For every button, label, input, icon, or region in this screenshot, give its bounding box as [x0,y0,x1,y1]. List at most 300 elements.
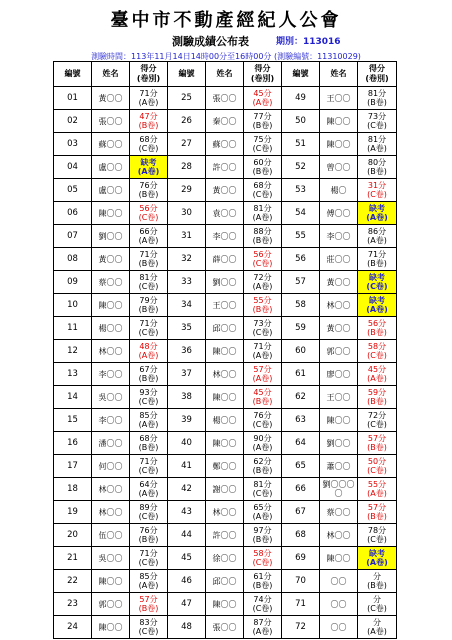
candidate-number: 55 [282,225,320,248]
candidate-name: 蕭〇〇 [320,455,358,478]
score-cell [358,87,397,110]
score-value: 45分 [253,388,272,397]
paper-type: (C卷) [138,213,159,222]
score-cell [358,179,397,202]
candidate-name: 陳〇〇 [206,432,244,455]
score-value: 分 [373,572,381,581]
candidate-name: 王〇〇 [206,294,244,317]
score-cell [358,386,397,409]
score-cell [244,294,282,317]
score-value: 67分 [139,365,158,374]
score-value: 81分 [253,480,272,489]
candidate-number: 17 [54,455,92,478]
candidate-name: 盧〇〇 [92,179,130,202]
candidate-number: 45 [168,547,206,570]
score-value: 75分 [253,135,272,144]
paper-type: (A卷) [138,420,159,429]
score-value: 58分 [367,342,387,351]
candidate-name: 張〇〇 [206,616,244,639]
candidate-name: 曾〇〇 [320,156,358,179]
table-row [54,547,397,570]
score-value: 72分 [367,411,387,420]
candidate-name: 郭〇〇 [320,340,358,363]
score-cell [358,478,397,501]
score-cell [130,340,168,363]
candidate-name: 陳〇〇 [92,202,130,225]
candidate-name: 林〇〇 [92,340,130,363]
candidate-number: 01 [54,87,92,110]
score-table [53,61,397,639]
score-cell [130,248,168,271]
score-cell [130,363,168,386]
candidate-name: 蘇〇〇 [206,133,244,156]
paper-type: (B卷) [138,374,159,383]
candidate-number: 16 [54,432,92,455]
score-cell [244,248,282,271]
paper-type: (B卷) [252,167,273,176]
score-cell [358,133,397,156]
column-header: 姓名 [206,62,244,87]
score-cell [130,524,168,547]
candidate-number: 50 [282,110,320,133]
exam-info: 測驗時間：113年11月14日14時00分至16時00分 (測驗編號：11310029) [91,52,361,61]
table-row [54,478,397,501]
score-cell [130,179,168,202]
paper-type: (A卷) [252,512,273,521]
candidate-number: 66 [282,478,320,501]
table-header-row [54,62,397,87]
score-value: 55分 [253,296,272,305]
score-cell [244,317,282,340]
candidate-number: 03 [54,133,92,156]
paper-type: (B卷) [252,397,273,406]
paper-type: (C卷) [252,489,273,498]
paper-type: (A卷) [137,167,160,176]
paper-type: (A卷) [367,236,387,245]
score-value: 57分 [253,365,272,374]
score-cell [130,501,168,524]
candidate-name: 黃〇〇 [92,248,130,271]
paper-type: (A卷) [252,351,273,360]
candidate-name: 劉〇〇 [92,225,130,248]
paper-type: (C卷) [252,144,273,153]
candidate-name: 郭〇〇 [92,593,130,616]
score-value: 61分 [253,572,272,581]
paper-type: (C卷) [252,328,273,337]
candidate-name: 李〇〇 [320,225,358,248]
score-value: 71分 [139,549,158,558]
candidate-name: 廖〇〇 [320,363,358,386]
score-cell [130,156,168,179]
table-row [54,133,397,156]
score-value: 68分 [139,434,158,443]
paper-type: (C卷) [367,466,387,475]
table-row [54,110,397,133]
score-value: 缺考 [369,273,385,282]
candidate-name: 林〇〇 [92,478,130,501]
score-cell [244,271,282,294]
candidate-name: 王〇〇 [320,386,358,409]
score-value: 68分 [253,181,272,190]
paper-type: (C卷) [138,397,159,406]
score-value: 68分 [139,135,158,144]
paper-type: (C卷) [138,627,159,636]
score-value: 56分 [367,319,387,328]
candidate-number: 63 [282,409,320,432]
score-value: 59分 [367,388,387,397]
score-cell [130,386,168,409]
paper-type: (B卷) [138,604,159,613]
paper-type: (B卷) [367,581,387,590]
table-row [54,432,397,455]
score-value: 55分 [367,480,387,489]
paper-type: (C卷) [367,190,387,199]
score-cell [130,593,168,616]
score-cell [244,110,282,133]
score-cell [244,501,282,524]
paper-type: (C卷) [367,351,387,360]
table-row [54,156,397,179]
score-cell [130,570,168,593]
table-row [54,340,397,363]
score-cell [358,501,397,524]
paper-type: (C卷) [138,466,159,475]
score-cell [130,271,168,294]
candidate-number: 25 [168,87,206,110]
paper-type: (C卷) [366,282,388,291]
score-value: 85分 [139,411,158,420]
score-value: 47分 [139,112,158,121]
score-value: 79分 [139,296,158,305]
candidate-number: 61 [282,363,320,386]
score-cell [358,593,397,616]
score-cell [244,524,282,547]
score-cell [358,570,397,593]
score-cell [130,87,168,110]
candidate-number: 18 [54,478,92,501]
candidate-number: 35 [168,317,206,340]
candidate-number: 64 [282,432,320,455]
candidate-number: 54 [282,202,320,225]
candidate-name: 林〇〇 [206,363,244,386]
paper-type: (A卷) [252,282,273,291]
score-cell [130,432,168,455]
candidate-number: 43 [168,501,206,524]
candidate-name: 陳〇〇 [320,409,358,432]
score-value: 80分 [367,158,387,167]
score-cell [244,386,282,409]
candidate-name: 陳〇〇 [206,386,244,409]
paper-type: (B卷) [367,167,387,176]
candidate-number: 23 [54,593,92,616]
paper-type: (B卷) [138,535,159,544]
candidate-name: 吳〇〇 [92,547,130,570]
candidate-name: 鄭〇〇 [206,455,244,478]
candidate-number: 40 [168,432,206,455]
score-value: 78分 [367,526,387,535]
candidate-name: 陳〇〇 [320,133,358,156]
column-header: 得分 (卷別) [358,62,397,87]
score-cell [358,271,397,294]
paper-type: (C卷) [252,420,273,429]
score-value: 缺考 [369,296,385,305]
candidate-number: 02 [54,110,92,133]
column-header: 得分 (卷別) [244,62,282,87]
candidate-name: 傅〇〇 [320,202,358,225]
paper-type: (C卷) [252,190,273,199]
candidate-number: 06 [54,202,92,225]
score-value: 74分 [253,595,272,604]
candidate-name: 黃〇〇 [320,317,358,340]
paper-type: (C卷) [138,328,159,337]
paper-type: (C卷) [138,144,159,153]
candidate-name: 陳〇〇 [206,340,244,363]
score-value: 分 [373,595,381,604]
score-value: 58分 [253,549,272,558]
candidate-name: 王〇〇 [320,87,358,110]
candidate-number: 59 [282,317,320,340]
paper-type: (B卷) [367,512,387,521]
candidate-name: 邱〇〇 [206,317,244,340]
score-value: 64分 [139,480,158,489]
score-value: 31分 [367,181,387,190]
score-value: 缺考 [140,158,157,167]
paper-type: (C卷) [367,420,387,429]
score-value: 57分 [139,595,158,604]
score-value: 81分 [253,204,272,213]
table-row [54,202,397,225]
table-row [54,455,397,478]
table-row [54,501,397,524]
score-value: 缺考 [369,549,385,558]
paper-type: (C卷) [138,558,159,567]
paper-type: (A卷) [366,305,388,314]
score-cell [358,547,397,570]
candidate-name: 李〇〇 [206,225,244,248]
candidate-number: 39 [168,409,206,432]
column-header: 姓名 [320,62,358,87]
candidate-number: 33 [168,271,206,294]
score-cell [130,616,168,639]
candidate-number: 11 [54,317,92,340]
candidate-number: 34 [168,294,206,317]
paper-type: (A卷) [252,443,273,452]
score-value: 48分 [139,342,158,351]
candidate-number: 04 [54,156,92,179]
candidate-number: 71 [282,593,320,616]
score-value: 65分 [253,503,272,512]
score-cell [358,363,397,386]
candidate-number: 21 [54,547,92,570]
candidate-name: 蔡〇〇 [320,501,358,524]
paper-type: (A卷) [138,236,159,245]
table-row [54,248,397,271]
paper-type: (B卷) [367,259,387,268]
paper-type: (A卷) [138,98,159,107]
paper-type: (A卷) [367,374,387,383]
table-row [54,570,397,593]
score-value: 86分 [367,227,387,236]
candidate-number: 36 [168,340,206,363]
candidate-name: 劉〇〇〇〇 [320,478,358,501]
table-row [54,317,397,340]
candidate-name: 盧〇〇 [92,156,130,179]
candidate-number: 38 [168,386,206,409]
score-cell [130,294,168,317]
score-value: 76分 [139,526,158,535]
score-value: 87分 [253,618,272,627]
candidate-name: 袁〇〇 [206,202,244,225]
candidate-name: 蔡〇〇 [92,271,130,294]
score-cell [130,317,168,340]
paper-type: (B卷) [138,443,159,452]
candidate-name: 〇〇 [320,593,358,616]
score-cell [358,317,397,340]
score-cell [358,455,397,478]
column-header: 編號 [168,62,206,87]
table-row [54,524,397,547]
candidate-number: 14 [54,386,92,409]
candidate-number: 32 [168,248,206,271]
candidate-number: 57 [282,271,320,294]
score-cell [358,110,397,133]
score-value: 50分 [367,457,387,466]
candidate-name: 陳〇〇 [320,110,358,133]
score-value: 71分 [139,89,158,98]
column-header: 姓名 [92,62,130,87]
score-value: 72分 [253,273,272,282]
score-cell [244,179,282,202]
candidate-number: 29 [168,179,206,202]
paper-type: (A卷) [252,213,273,222]
candidate-number: 46 [168,570,206,593]
score-cell [244,225,282,248]
candidate-name: 〇〇 [320,616,358,639]
candidate-number: 27 [168,133,206,156]
table-body [54,87,397,639]
candidate-name: 許〇〇 [206,524,244,547]
paper-type: (B卷) [252,535,273,544]
table-row [54,386,397,409]
candidate-name: 張〇〇 [206,87,244,110]
candidate-number: 56 [282,248,320,271]
candidate-name: 陳〇〇 [92,294,130,317]
score-cell [244,409,282,432]
table-row [54,87,397,110]
score-value: 89分 [139,503,158,512]
table-row [54,294,397,317]
score-value: 66分 [139,227,158,236]
score-value: 57分 [367,503,387,512]
score-value: 90分 [253,434,272,443]
table-row [54,225,397,248]
candidate-number: 19 [54,501,92,524]
candidate-name: 薛〇〇 [206,248,244,271]
candidate-name: 陳〇〇 [92,616,130,639]
candidate-number: 08 [54,248,92,271]
score-value: 71分 [367,250,387,259]
score-cell [358,225,397,248]
score-value: 45分 [367,365,387,374]
paper-type: (C卷) [138,512,159,521]
score-value: 分 [373,618,381,627]
candidate-number: 49 [282,87,320,110]
score-cell [358,409,397,432]
score-cell [244,547,282,570]
candidate-number: 68 [282,524,320,547]
score-value: 81分 [367,89,387,98]
paper-type: (B卷) [252,581,273,590]
candidate-number: 05 [54,179,92,202]
candidate-name: 林〇〇 [92,501,130,524]
paper-type: (B卷) [252,305,273,314]
candidate-number: 20 [54,524,92,547]
candidate-name: 楊〇 [320,179,358,202]
score-value: 88分 [253,227,272,236]
paper-type: (C卷) [138,282,159,291]
candidate-number: 44 [168,524,206,547]
candidate-number: 53 [282,179,320,202]
paper-type: (B卷) [367,443,387,452]
score-value: 77分 [253,112,272,121]
candidate-number: 60 [282,340,320,363]
association-title: 臺中市不動產經紀人公會 [110,10,342,31]
paper-type: (A卷) [367,489,387,498]
candidate-number: 58 [282,294,320,317]
subtitle-row [0,33,452,47]
score-cell [244,340,282,363]
candidate-name: 陳〇〇 [320,547,358,570]
score-cell [244,616,282,639]
score-value: 45分 [253,89,272,98]
candidate-name: 伍〇〇 [92,524,130,547]
table-row [54,593,397,616]
candidate-name: 潘〇〇 [92,432,130,455]
score-cell [244,432,282,455]
score-cell [358,294,397,317]
score-value: 71分 [139,250,158,259]
score-cell [244,593,282,616]
paper-type: (C卷) [252,604,273,613]
candidate-number: 13 [54,363,92,386]
score-value: 93分 [139,388,158,397]
score-cell [358,340,397,363]
document-subtitle: 測驗成績公布表 [172,35,249,48]
score-cell [130,110,168,133]
score-value: 81分 [367,135,387,144]
candidate-name: 黃〇〇 [206,179,244,202]
score-cell [358,248,397,271]
candidate-name: 蘇〇〇 [92,133,130,156]
candidate-number: 69 [282,547,320,570]
paper-type: (B卷) [138,190,159,199]
candidate-name: 劉〇〇 [206,271,244,294]
paper-type: (B卷) [252,236,273,245]
score-cell [244,455,282,478]
candidate-number: 47 [168,593,206,616]
candidate-number: 48 [168,616,206,639]
candidate-name: 〇〇 [320,570,358,593]
candidate-number: 65 [282,455,320,478]
score-value: 71分 [139,457,158,466]
candidate-name: 楊〇〇 [206,409,244,432]
table-row [54,616,397,639]
paper-type: (A卷) [367,144,387,153]
paper-type: (B卷) [138,305,159,314]
paper-type: (A卷) [252,627,273,636]
table-row [54,271,397,294]
candidate-name: 莊〇〇 [320,248,358,271]
